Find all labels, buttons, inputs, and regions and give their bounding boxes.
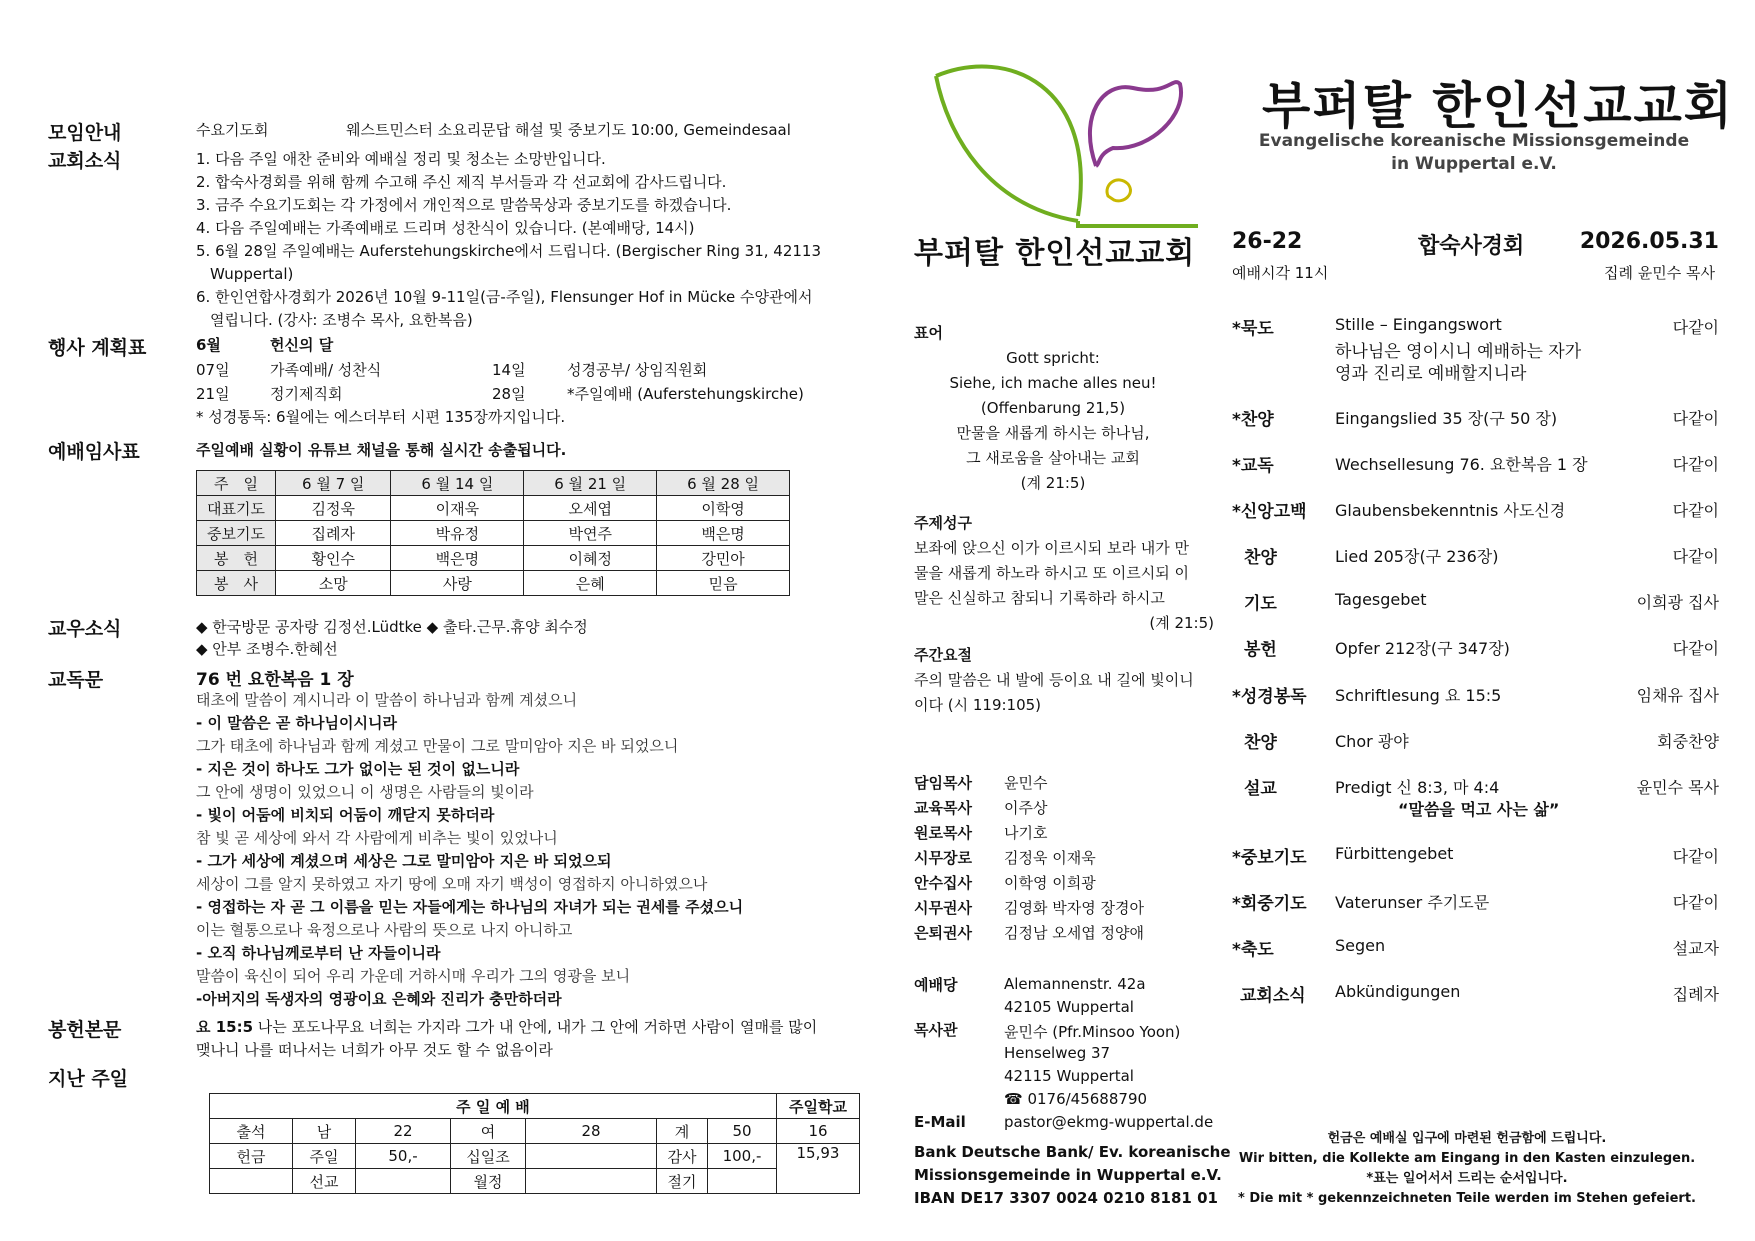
church-logo-icon xyxy=(918,56,1218,241)
bank-line: Bank Deutsche Bank/ Ev. koreanische xyxy=(914,1143,1231,1161)
order-label: *중보기도 xyxy=(1232,848,1307,868)
staff-role: 은퇴권사 xyxy=(914,924,972,942)
staff-role: 원로목사 xyxy=(914,824,972,842)
staff-name: 김정남 오세엽 정양애 xyxy=(1004,924,1144,942)
table-cell: 사랑 xyxy=(391,571,524,596)
order-label: *찬양 xyxy=(1232,410,1274,430)
table-cell: 황인수 xyxy=(276,546,391,571)
table-cell: 주 일 xyxy=(197,471,276,496)
reading-line: 참 빛 곧 세상에 와서 각 사람에게 비추는 빛이 있었나니 xyxy=(196,829,558,847)
table-cell: 소망 xyxy=(276,571,391,596)
members-label: 교우소식 xyxy=(48,618,122,640)
order-leader: 다같이 xyxy=(1672,547,1719,566)
table-cell: 남 xyxy=(293,1119,356,1144)
church-subtitle: in Wuppertal e.V. xyxy=(1391,154,1557,174)
table-row xyxy=(210,1169,860,1194)
motto-line: 그 새로움을 살아내는 교회 xyxy=(966,449,1140,467)
reading-lines xyxy=(196,689,886,1011)
order-leader: 다같이 xyxy=(1672,847,1719,866)
order-leader: 다같이 xyxy=(1672,455,1719,474)
presider: 집례 윤민수 목사 xyxy=(1604,264,1715,282)
manse-phone: ☎ 0176/45688790 xyxy=(1004,1090,1148,1108)
reading-line: - 영접하는 자 곧 그 이름을 믿는 자들에게는 하나님의 자녀가 되는 권세를 주셨으니 xyxy=(196,898,744,916)
order-label: *성경봉독 xyxy=(1232,687,1307,707)
moim-label: 모임안내 xyxy=(48,122,122,144)
table-cell: 박유정 xyxy=(391,521,524,546)
church-address: Alemannenstr. 42a xyxy=(1004,975,1146,993)
reading-line: 태초에 말씀이 계시니라 이 말씀이 하나님과 함께 계셨으니 xyxy=(196,691,578,709)
staff-name: 윤민수 xyxy=(1004,774,1048,792)
order-content: Lied 205장(구 236장) xyxy=(1335,547,1499,566)
order-label: *묵도 xyxy=(1232,319,1274,339)
events-label: 행사 계획표 xyxy=(48,337,147,359)
table-cell: 출석 xyxy=(210,1119,293,1144)
order-leader: 회중찬양 xyxy=(1657,732,1719,751)
table-cell: 강민아 xyxy=(657,546,790,571)
footer-line: * Die mit * gekennzeichneten Teile werden im Stehen gefeiert. xyxy=(1238,1191,1696,1206)
duty-notice: 주일예배 실황이 유튜브 채널을 통해 실시간 송출됩니다. xyxy=(196,441,567,459)
email-link[interactable]: pastor@ekmg-wuppertal.de xyxy=(1004,1113,1214,1131)
staff-name: 김정욱 이재욱 xyxy=(1004,849,1096,867)
table-cell: 여 xyxy=(451,1119,526,1144)
table-cell: 6 월 7 일 xyxy=(276,471,391,496)
order-content: Eingangslied 35 장(구 50 장) xyxy=(1335,409,1558,428)
table-cell: 계 xyxy=(657,1119,708,1144)
order-leader: 설교자 xyxy=(1672,939,1719,958)
manse-address: Henselweg 37 xyxy=(1004,1044,1111,1062)
reading-line: - 지은 것이 하나도 그가 없이는 된 것이 없느니라 xyxy=(196,760,520,778)
table-cell: 십일조 xyxy=(451,1144,526,1169)
table-cell: 16 xyxy=(777,1119,860,1144)
order-label: *교독 xyxy=(1232,456,1274,476)
motto-line: (Offenbarung 21,5) xyxy=(980,399,1126,417)
event-date: 21일 xyxy=(196,385,230,403)
news-item: 4. 다음 주일예배는 가족예배로 드리며 성찬식이 있습니다. (본예배당, 14시) xyxy=(196,219,695,237)
table-cell: 주 일 예 배 xyxy=(210,1094,777,1119)
events-note: * 성경통독: 6월에는 에스더부터 시편 135장까지입니다. xyxy=(196,408,566,426)
order-leader: 윤민수 목사 xyxy=(1636,778,1719,797)
event-name: 성경공부/ 상임직원회 xyxy=(567,361,708,379)
church-address: 42105 Wuppertal xyxy=(1004,998,1134,1016)
manse-address: 윤민수 (Pfr.Minsoo Yoon) xyxy=(1004,1023,1181,1041)
motto-line: 만물을 새롭게 하시는 하나님, xyxy=(956,424,1150,442)
order-leader: 다같이 xyxy=(1672,893,1719,912)
order-label: 찬양 xyxy=(1244,733,1277,753)
table-cell: 은혜 xyxy=(524,571,657,596)
table-cell: 중보기도 xyxy=(197,521,276,546)
table-cell xyxy=(210,1169,293,1194)
event-name: *주일예배 (Auferstehungskirche) xyxy=(567,385,804,403)
order-content: Schriftlesung 요 15:5 xyxy=(1335,686,1502,705)
bank-info xyxy=(914,1141,1231,1210)
table-cell: 28 xyxy=(526,1119,657,1144)
staff-name: 나기호 xyxy=(1004,824,1048,842)
table-cell: 이학영 xyxy=(657,496,790,521)
reading-title: 76 번 요한복음 1 장 xyxy=(196,670,354,690)
manse-label: 목사관 xyxy=(914,1021,958,1039)
table-cell: 절기 xyxy=(657,1169,708,1194)
bank-line: Missionsgemeinde in Wuppertal e.V. xyxy=(914,1166,1222,1184)
order-leader: 임채유 집사 xyxy=(1636,686,1719,705)
manse-address: 42115 Wuppertal xyxy=(1004,1067,1134,1085)
table-cell: 봉 헌 xyxy=(197,546,276,571)
table-cell: 헌금 xyxy=(210,1144,293,1169)
last-sunday-table xyxy=(209,1093,860,1194)
table-cell: 50 xyxy=(708,1119,777,1144)
offering-text xyxy=(196,1016,876,1062)
table-row xyxy=(197,571,790,596)
order-content: Vaterunser 주기도문 xyxy=(1335,893,1490,912)
table-cell: 대표기도 xyxy=(197,496,276,521)
reading-line: -아버지의 독생자의 영광이요 은혜와 진리가 충만하더라 xyxy=(196,990,562,1008)
table-row xyxy=(210,1094,860,1119)
email-label: E-Mail xyxy=(914,1113,966,1131)
table-cell xyxy=(526,1144,657,1169)
table-cell: 6 월 14 일 xyxy=(391,471,524,496)
church-subtitle: Evangelische koreanische Missionsgemeinde xyxy=(1258,131,1690,151)
order-content: Opfer 212장(구 347장) xyxy=(1335,639,1510,658)
theme-verse-label: 주제성구 xyxy=(914,514,972,532)
duty-label: 예배임사표 xyxy=(48,441,140,463)
offering-ref: 요 15:5 xyxy=(196,1018,254,1036)
table-cell: 주일 xyxy=(293,1144,356,1169)
reading-line: 그가 태초에 하나님과 함께 계셨고 만물이 그로 말미암아 지은 바 되었으니 xyxy=(196,737,679,755)
duty-table xyxy=(196,470,790,596)
reading-line: 세상이 그를 알지 못하였고 자기 땅에 오매 자기 백성이 영접하지 아니하였으나 xyxy=(196,875,708,893)
theme-verse-line: 보좌에 앉으신 이가 이르시되 보라 내가 만 xyxy=(914,539,1189,557)
order-content: Tagesgebet xyxy=(1335,590,1427,609)
order-content: 하나님은 영이시니 예배하는 자가 xyxy=(1335,342,1582,362)
table-cell: 이혜정 xyxy=(524,546,657,571)
theme-verse-text xyxy=(914,536,1214,636)
order-content: 영과 진리로 예배할지니라 xyxy=(1335,364,1527,384)
staff-role: 시무장로 xyxy=(914,849,972,867)
footer-notes xyxy=(1232,1129,1702,1209)
event-date: 14일 xyxy=(492,361,526,379)
table-row xyxy=(197,471,790,496)
order-label: 교회소식 xyxy=(1240,986,1306,1006)
order-label: 봉헌 xyxy=(1244,640,1277,660)
last-sunday-label: 지난 주일 xyxy=(48,1068,129,1090)
theme-verse-line: 말은 신실하고 참되니 기록하라 하시고 xyxy=(914,589,1165,607)
event-name: 정기제직회 xyxy=(270,385,343,403)
order-leader: 다같이 xyxy=(1672,501,1719,520)
order-content: Segen xyxy=(1335,936,1386,955)
moim-type: 수요기도회 xyxy=(196,121,269,139)
table-cell: 22 xyxy=(356,1119,451,1144)
table-cell: 봉 사 xyxy=(197,571,276,596)
table-cell: 김정욱 xyxy=(276,496,391,521)
events-month: 6월 xyxy=(196,336,221,354)
footer-line: *표는 일어서서 드리는 순서입니다. xyxy=(1366,1171,1568,1186)
order-label: *신앙고백 xyxy=(1232,502,1307,522)
reading-label: 교독문 xyxy=(48,669,104,691)
table-cell: 이재욱 xyxy=(391,496,524,521)
offering-text-line: 맺나니 나를 떠나서는 너희가 아무 것도 할 수 없음이라 xyxy=(196,1041,553,1059)
weekly-verse-line: 이다 (시 119:105) xyxy=(914,696,1042,714)
table-cell: 6 월 21 일 xyxy=(524,471,657,496)
table-cell: 선교 xyxy=(293,1169,356,1194)
table-cell xyxy=(708,1169,777,1194)
church-title: 부퍼탈 한인선교교회 xyxy=(1262,77,1735,135)
motto-line: Gott spricht: xyxy=(1006,349,1100,367)
news-item: 6. 한인연합사경회가 2026년 10월 9-11일(금-주일), Flensunger Hof in Mücke 수양관에서 xyxy=(196,288,813,306)
news-item: Wuppertal) xyxy=(210,265,294,283)
logo-text: 부퍼탈 한인선교교회 xyxy=(914,236,1196,271)
order-leader: 다같이 xyxy=(1672,639,1719,658)
service-time: 예배시각 11시 xyxy=(1232,264,1329,282)
theme-verse-ref: (계 21:5) xyxy=(1149,614,1214,632)
table-cell: 월정 xyxy=(451,1169,526,1194)
reading-line: - 빛이 어둠에 비치되 어둠이 깨닫지 못하더라 xyxy=(196,806,495,824)
footer-line: Wir bitten, die Kollekte am Eingang in den Kasten einzulegen. xyxy=(1238,1151,1696,1166)
order-label: 설교 xyxy=(1244,779,1277,799)
table-row xyxy=(210,1144,860,1169)
table-cell: 15,93 xyxy=(777,1144,860,1194)
order-content: Fürbittengebet xyxy=(1335,844,1454,863)
weekly-verse-text xyxy=(914,668,1214,718)
table-row xyxy=(197,496,790,521)
staff-name: 이학영 이희광 xyxy=(1004,874,1096,892)
theme-verse-line: 물을 새롭게 하노라 하시고 또 이르시되 이 xyxy=(914,564,1189,582)
order-leader: 집례자 xyxy=(1672,985,1719,1004)
order-content: Chor 광야 xyxy=(1335,732,1409,751)
news-list xyxy=(196,148,876,332)
table-cell: 감사 xyxy=(657,1144,708,1169)
reading-line: - 그가 세상에 계셨으며 세상은 그로 말미암아 지은 바 되었으되 xyxy=(196,852,612,870)
order-content: Abkündigungen xyxy=(1335,982,1461,1001)
reading-line: - 오직 하나님께로부터 난 자들이니라 xyxy=(196,944,441,962)
order-content: Stille – Eingangswort xyxy=(1335,315,1502,334)
news-item: 3. 금주 수요기도회는 각 가정에서 개인적으로 말씀묵상과 중보기도를 하겠습니다. xyxy=(196,196,732,214)
event-date: 07일 xyxy=(196,361,230,379)
motto-line: (계 21:5) xyxy=(1020,474,1086,492)
members-line: ◆ 한국방문 공자랑 김정선.Lüdtke ◆ 출타.근무.휴양 최수정 xyxy=(196,618,588,636)
weekly-verse-line: 주의 말씀은 내 발에 등이요 내 길에 빛이니 xyxy=(914,671,1194,689)
table-cell: 주일학교 xyxy=(777,1094,860,1119)
order-content: Wechsellesung 76. 요한복음 1 장 xyxy=(1335,455,1588,474)
reading-line: 그 안에 생명이 있었으니 이 생명은 사람들의 빛이라 xyxy=(196,783,534,801)
table-cell: 백은명 xyxy=(391,546,524,571)
motto-label: 표어 xyxy=(914,324,943,342)
reading-line: - 이 말씀은 곧 하나님이시니라 xyxy=(196,714,397,732)
event-date: 28일 xyxy=(492,385,526,403)
sermon-title: “말씀을 먹고 사는 삶” xyxy=(1398,800,1560,819)
reading-line: 말씀이 육신이 되어 우리 가운데 거하시매 우리가 그의 영광을 보니 xyxy=(196,967,631,985)
staff-role: 담임목사 xyxy=(914,774,972,792)
order-label: 찬양 xyxy=(1244,548,1277,568)
order-content: Glaubensbekenntnis 사도신경 xyxy=(1335,501,1566,520)
offering-text-line: 나는 포도나무요 너희는 가지라 그가 내 안에, 내가 그 안에 거하면 사람이 열매를 많이 xyxy=(253,1018,818,1036)
members-line: ◆ 안부 조병수.한혜선 xyxy=(196,640,338,658)
staff-name: 이주상 xyxy=(1004,799,1048,817)
order-label: 기도 xyxy=(1244,594,1277,614)
table-cell: 100,- xyxy=(708,1144,777,1169)
news-item: 열립니다. (강사: 조병수 목사, 요한복음) xyxy=(210,311,473,329)
table-cell: 믿음 xyxy=(657,571,790,596)
table-cell: 오세엽 xyxy=(524,496,657,521)
staff-role: 안수집사 xyxy=(914,874,972,892)
offering-text-label: 봉헌본문 xyxy=(48,1019,122,1041)
events-theme: 헌신의 달 xyxy=(270,336,334,354)
table-row xyxy=(197,546,790,571)
bulletin-date: 2026.05.31 xyxy=(1579,229,1719,254)
table-row xyxy=(197,521,790,546)
order-leader: 이희광 집사 xyxy=(1636,593,1719,612)
news-item: 1. 다음 주일 애찬 준비와 예배실 정리 및 청소는 소망반입니다. xyxy=(196,150,606,168)
table-row xyxy=(210,1119,860,1144)
table-cell: 박연주 xyxy=(524,521,657,546)
moim-text: 웨스트민스터 소요리문답 해설 및 중보기도 10:00, Gemeindesaal xyxy=(346,121,791,139)
table-cell: 백은명 xyxy=(657,521,790,546)
order-leader: 다같이 xyxy=(1672,318,1719,337)
news-item: 2. 합숙사경회를 위해 함께 수고해 주신 제직 부서들과 각 선교회에 감사드립니다. xyxy=(196,173,727,191)
news-label: 교회소식 xyxy=(48,150,122,172)
bank-iban: IBAN DE17 3307 0024 0210 8181 01 xyxy=(914,1189,1218,1207)
motto-line: Siehe, ich mache alles neu! xyxy=(949,374,1157,392)
table-cell: 6 월 28 일 xyxy=(657,471,790,496)
order-leader: 다같이 xyxy=(1672,409,1719,428)
order-label: *축도 xyxy=(1232,940,1274,960)
table-cell: 집례자 xyxy=(276,521,391,546)
event-name: 가족예배/ 성찬식 xyxy=(270,361,382,379)
church-address-label: 예배당 xyxy=(914,976,958,994)
staff-role: 시무권사 xyxy=(914,899,972,917)
table-cell: 50,- xyxy=(356,1144,451,1169)
table-cell xyxy=(356,1169,451,1194)
staff-role: 교육목사 xyxy=(914,799,972,817)
weekly-verse-label: 주간요절 xyxy=(914,646,972,664)
table-cell xyxy=(526,1169,657,1194)
order-label: *회중기도 xyxy=(1232,894,1307,914)
issue-number: 26-22 xyxy=(1232,229,1303,254)
order-content: Predigt 신 8:3, 마 4:4 xyxy=(1335,778,1500,797)
event-title: 합숙사경회 xyxy=(1418,234,1525,259)
reading-line: 이는 혈통으로나 육정으로나 사람의 뜻으로 나지 아니하고 xyxy=(196,921,573,939)
motto-text xyxy=(920,346,1186,496)
footer-line: 헌금은 예배실 입구에 마련된 헌금함에 드립니다. xyxy=(1327,1131,1607,1146)
staff-name: 김영화 박자영 장경아 xyxy=(1004,899,1144,917)
news-item: 5. 6월 28일 주일예배는 Auferstehungskirche에서 드립니다. (Bergischer Ring 31, 42113 xyxy=(196,242,822,260)
